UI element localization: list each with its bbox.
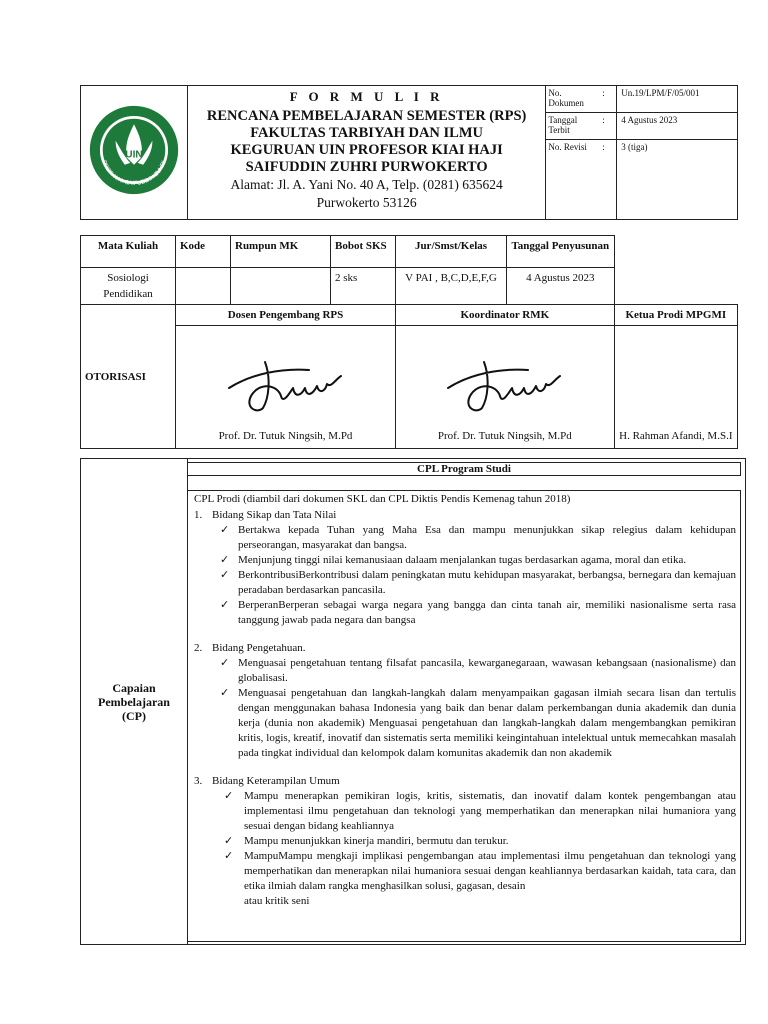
section-keterampilan (194, 774, 736, 909)
list-item-text: Menguasai pengetahuan tentang filsafat pancasila, kewarganegaraan, wawasan kebangsaan (nasionalisme) dan globalisasi. (238, 657, 736, 684)
header-tanggal: Tanggal Penyusunan (507, 236, 615, 268)
title-line-3: KEGURUAN UIN PROFESOR KIAI HAJI (230, 142, 503, 158)
list-item (194, 523, 736, 553)
meta-value-doc: Un.19/LPM/F/05/001 (617, 86, 738, 113)
role-kaprodi: Ketua Prodi MPGMI (614, 305, 737, 326)
list-item-text: MampuMampu mengkaji implikasi pengembangan atau implementasi ilmu pengetahuan dan teknologi yang memperhatikan dan menerapkan nilai humaniora sesuai dengan keahliannya berdasarkan kaidah, tata cara, dan etika ilmiah dalam rangka menghasilkan solusi, gagasan, desain (244, 850, 736, 892)
section-number: 1. (194, 509, 203, 521)
check-icon: ✓ (224, 850, 234, 862)
signer-name-koordinator: Prof. Dr. Tutuk Ningsih, M.Pd (437, 430, 572, 442)
list-item (194, 834, 736, 849)
title-line-4: SAIFUDDIN ZUHRI PURWOKERTO (245, 159, 488, 175)
uin-logo-icon (88, 104, 180, 196)
title-line-2: FAKULTAS TARBIYAH DAN ILMU (250, 125, 483, 141)
header-kode: Kode (176, 236, 231, 268)
logo-cell (81, 86, 188, 220)
value-jur: V PAI , B,C,D,E,F,G (396, 268, 507, 305)
cp-section (80, 458, 746, 945)
list-item-text: Menguasai pengetahuan dan langkah-langkah dalam menyampaikan gagasan ilmiah secara lisan dan tertulis dengan menggunakan bahasa Indonesia yang baik dan benar dalam perkembangan dunia akademik dan dunia kerja (dunia non akademik) Menguasai pengetahuan dan langkah-langkah dalam mengembangkan pemikiran kritis, logis, kreatif, inovatif dan sistematis serta memiliki keingintahuan intelektual untuk memecahkan masalah pada tingkat individual dan kelompok dalam komunitas akademik dan non akademik (238, 687, 736, 759)
header-mata-kuliah: Mata Kuliah (81, 236, 176, 268)
section-number: 3. (194, 775, 203, 787)
logo-center-text: UIN (125, 149, 143, 161)
list-item (194, 849, 736, 894)
header-bobot: Bobot SKS (331, 236, 396, 268)
check-icon: ✓ (224, 790, 234, 802)
list-item (194, 553, 736, 568)
list-item (194, 656, 736, 686)
check-icon: ✓ (220, 569, 230, 581)
signer-name-dosen: Prof. Dr. Tutuk Ningsih, M.Pd (218, 430, 353, 442)
list-item (194, 789, 736, 834)
list-item-text: Bertakwa kepada Tuhan yang Maha Esa dan mampu menunjukkan sikap relegius dalam kehidupan perseorangan, masyarakat dan bangsa. (238, 524, 736, 551)
header-jur: Jur/Smst/Kelas (396, 236, 507, 268)
signature-icon (440, 348, 570, 416)
value-tanggal: 4 Agustus 2023 (507, 268, 615, 305)
otorisasi-label: OTORISASI (81, 305, 176, 449)
document-header (80, 85, 738, 220)
list-item-text: Mampu menunjukkan kinerja mandiri, bermutu dan terukur. (244, 835, 509, 847)
section-title (194, 641, 736, 656)
section-title (194, 774, 736, 789)
meta-colon-date: : (600, 113, 616, 140)
check-icon: ✓ (220, 599, 230, 611)
meta-value-rev: 3 (tiga) (617, 140, 738, 220)
meta-label-rev: No. Revisi (546, 140, 600, 220)
address-line-2: Purwokerto 53126 (316, 195, 417, 210)
value-rumpun (231, 268, 331, 305)
signature-cell-dosen (176, 326, 396, 449)
section-sikap (194, 508, 736, 628)
course-info-table (80, 235, 738, 449)
meta-label-doc: No. Dokumen (546, 86, 600, 113)
title-line-1: RENCANA PEMBELAJARAN SEMESTER (RPS) (206, 108, 527, 124)
list-item (194, 568, 736, 598)
list-item (194, 598, 736, 628)
list-item-text: Mampu menerapkan pemikiran logis, kritis, sistematis, dan inovatif dalam kontek pengembangan atau implementasi ilmu pengetahuan dan teknologi yang memperhatikan dan menerapkan nilai humaniora yang sesuai dengan bidang keahliannya (244, 790, 736, 832)
list-item-tail: atau kritik seni (244, 895, 310, 907)
meta-label-date: Tanggal Terbit (546, 113, 600, 140)
meta-colon-rev: : (600, 140, 616, 220)
list-item-text: BerkontribusiBerkontribusi dalam peningkatan mutu kehidupan masyarakat, berbangsa, bernegara dan kemajuan peradaban berdasarkan pancasila. (238, 569, 736, 596)
list-item (194, 686, 736, 761)
section-title-text: Bidang Pengetahuan. (212, 642, 306, 654)
check-icon: ✓ (220, 554, 230, 566)
section-title-text: Bidang Sikap dan Tata Nilai (212, 509, 337, 521)
section-number: 2. (194, 642, 203, 654)
cpl-body (187, 490, 741, 942)
signature-cell-kaprodi (614, 326, 737, 449)
role-koordinator: Koordinator RMK (396, 305, 615, 326)
cpl-intro: CPL Prodi (diambil dari dokumen SKL dan CPL Diktis Pendis Kemenag tahun 2018) (194, 493, 571, 505)
logo-ring-text: PROF. K.H. SAIFUDDIN ZUHRI (100, 159, 168, 188)
section-title (194, 508, 736, 523)
cp-label-line-1: Capaian (112, 680, 156, 695)
check-icon: ✓ (224, 835, 234, 847)
section-title-text: Bidang Keterampilan Umum (212, 775, 340, 787)
value-kode (176, 268, 231, 305)
list-item-text: BerperanBerperan sebagai warga negara yang bangga dan cinta tanah air, memiliki nasionalisme serta rasa tanggung jawab pada negara dan bangsa (238, 599, 736, 626)
header-rumpun: Rumpun MK (231, 236, 331, 268)
form-word: F O R M U L I R (289, 89, 444, 104)
cpl-header: CPL Program Studi (187, 462, 741, 476)
signature-icon (221, 348, 351, 416)
cp-label (81, 459, 188, 944)
meta-value-date: 4 Agustus 2023 (617, 113, 738, 140)
meta-colon-doc: : (600, 86, 616, 113)
list-item-text: Menjunjung tinggi nilai kemanusiaan dalaam menjalankan tugas berdasarkan agama, moral dan etika. (238, 554, 687, 566)
address-line-1: Alamat: Jl. A. Yani No. 40 A, Telp. (0281) 635624 (230, 177, 503, 192)
cp-label-line-3: (CP) (121, 708, 146, 723)
check-icon: ✓ (220, 657, 230, 669)
section-pengetahuan (194, 641, 736, 761)
value-bobot: 2 sks (331, 268, 396, 305)
header-title-cell (187, 86, 545, 220)
role-dosen: Dosen Pengembang RPS (176, 305, 396, 326)
check-icon: ✓ (220, 687, 230, 699)
value-mata-kuliah: Sosiologi Pendidikan (81, 268, 176, 305)
cp-label-line-2: Pembelajaran (98, 694, 170, 709)
signature-cell-koordinator (396, 326, 615, 449)
check-icon: ✓ (220, 524, 230, 536)
signer-name-kaprodi: H. Rahman Afandi, M.S.I (619, 430, 733, 442)
